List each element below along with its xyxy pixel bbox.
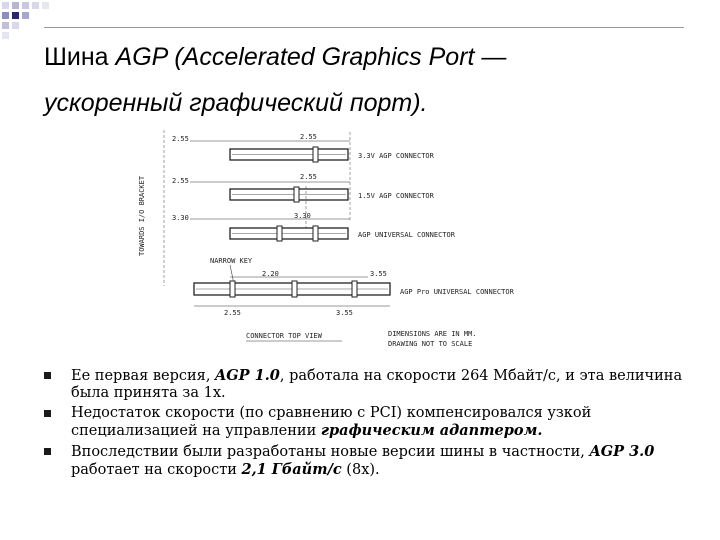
narrow-key-label: NARROW KEY [210, 257, 253, 265]
dim-2-right: 2.55 [300, 173, 317, 181]
bullet-text: (8х). [341, 462, 380, 478]
note-scale: DRAWING NOT TO SCALE [388, 340, 473, 348]
bullet-marker-icon [44, 410, 51, 417]
title-line-1: Шина AGP (Accelerated Graphics Port — [44, 43, 507, 71]
dim-4-right: 3.55 [370, 270, 387, 278]
bullet-text: , работала на скорости 264 Мбайт/с, и эта величина была принята за 1х. [71, 368, 683, 401]
slide-title [44, 34, 704, 126]
bullet-item [44, 405, 704, 440]
dim-1-left: 2.55 [172, 135, 189, 143]
title-line-2: ускоренный графический порт). [44, 89, 428, 117]
bullet-text: Впоследствии были разработаны новые версии шины в частности, [71, 444, 590, 460]
dim-2-left: 2.55 [172, 177, 189, 185]
emphasis-text: 2,1 Гбайт/с [241, 461, 342, 478]
dim-4-mid: 2.20 [262, 270, 279, 278]
dim-1-right: 2.55 [300, 133, 317, 141]
bullet-text: Недостаток скорости (по сравнению с PCI) компенсировался узкой специализацией на управлении [71, 405, 592, 439]
label-universal-connector: AGP UNIVERSAL CONNECTOR [358, 231, 455, 239]
dim-3-left: 3.30 [172, 214, 189, 222]
emphasis-text: AGP 1.0 [215, 367, 280, 384]
bullet-marker-icon [44, 372, 51, 379]
bullet-list [44, 367, 704, 482]
label-1v5-connector: 1.5V AGP CONNECTOR [358, 192, 434, 200]
bullet-item [44, 443, 704, 479]
label-agp-pro-connector: AGP Pro UNIVERSAL CONNECTOR [400, 288, 514, 296]
dim-4-bottom-right: 3.55 [336, 309, 353, 317]
side-label: TOWARDS I/O BRACKET [138, 175, 146, 256]
note-dimensions: DIMENSIONS ARE IN MM. [388, 330, 477, 338]
emphasis-text: графическим адаптером. [320, 422, 543, 439]
agp-connector-diagram [130, 124, 560, 356]
bullet-text: работает на скорости [71, 462, 242, 478]
label-3v3-connector: 3.3V AGP CONNECTOR [358, 152, 434, 160]
connector-top-view-label: CONNECTOR TOP VIEW [246, 332, 322, 340]
title-rule [44, 27, 684, 28]
bullet-item [44, 367, 704, 402]
dim-3-right: 3.30 [294, 212, 311, 220]
bullet-marker-icon [44, 448, 51, 455]
bullet-text: Ее первая версия, [71, 368, 216, 384]
dim-4-bottom-left: 2.55 [224, 309, 241, 317]
emphasis-text: AGP 3.0 [589, 443, 655, 460]
